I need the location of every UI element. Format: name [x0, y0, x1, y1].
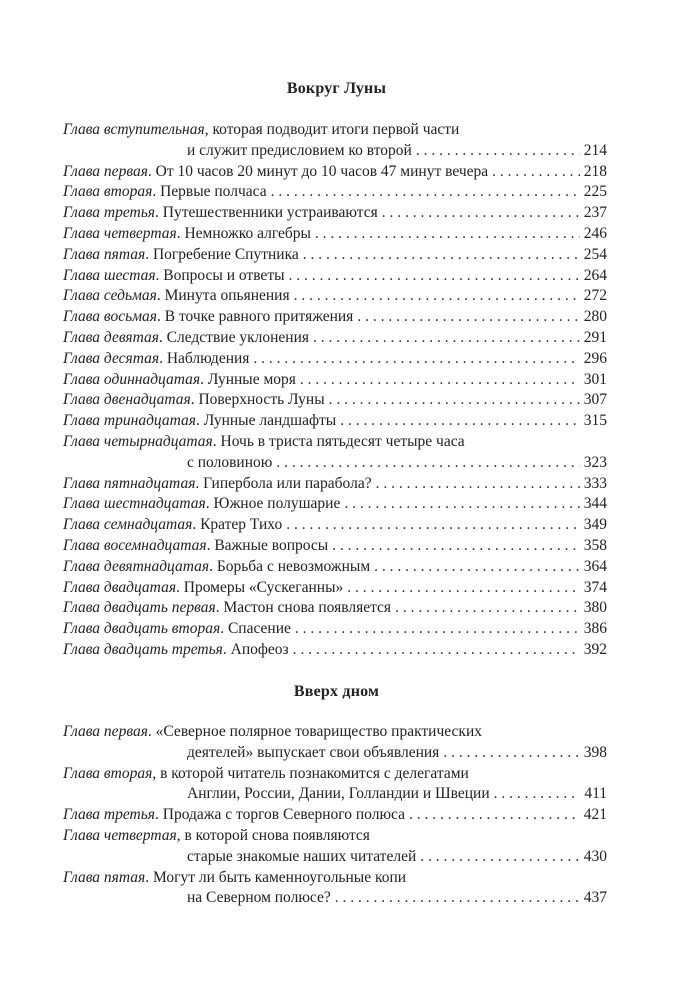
dot-leader: [294, 286, 580, 307]
chapter-title: . Южное полушарие: [205, 495, 341, 513]
page-number: 386: [583, 620, 607, 638]
chapter-label: Глава четвертая: [63, 826, 177, 844]
dot-leader: [374, 557, 580, 578]
chapter-label: Глава девятнадцатая: [63, 557, 210, 575]
page-number: 254: [583, 245, 607, 263]
toc-entry-line: [63, 432, 607, 453]
chapter-title: . Мастон снова появляется: [215, 599, 392, 617]
chapter-label: Глава первая: [63, 723, 148, 740]
dot-leader: [492, 162, 580, 183]
chapter-title: . Промеры «Сускеганны»: [176, 578, 344, 596]
chapter-label: Глава седьмая: [63, 287, 157, 305]
chapter-label: Глава двадцать вторая: [63, 620, 221, 638]
dot-leader: [395, 598, 580, 619]
toc-entry-text: [187, 141, 412, 162]
toc-entry-text: [187, 888, 331, 909]
page-number: 225: [583, 183, 607, 201]
toc-entry-line: [63, 390, 607, 411]
page-number: 237: [583, 204, 607, 222]
chapter-label: Глава девятая: [63, 328, 159, 346]
chapter-title: . Лунные ландшафты: [195, 412, 337, 430]
chapter-label: Глава четвертая: [63, 224, 177, 242]
page-number: 301: [583, 370, 607, 388]
dot-leader: [286, 515, 580, 536]
page-number: 430: [583, 847, 607, 865]
toc-entry-line: [63, 784, 607, 805]
chapter-label: Глава вторая: [63, 183, 153, 201]
toc-entry-line: [63, 805, 607, 826]
page-number: 392: [583, 640, 607, 658]
toc-entry-text: [63, 307, 353, 328]
toc-entry-line: [63, 494, 607, 515]
chapter-label: Глава двенадцатая: [63, 391, 191, 409]
toc-entry-text: [63, 536, 328, 557]
toc-entry-line: [63, 266, 607, 287]
toc-entry-text: [63, 619, 291, 640]
toc-entry-line: [63, 120, 607, 141]
page-number: 398: [583, 743, 607, 761]
chapter-title: . Путешественники устраиваются: [155, 204, 378, 222]
page-number: 272: [583, 287, 607, 305]
dot-leader: [303, 245, 580, 266]
toc-entry-text: [63, 722, 482, 743]
page-number: 437: [583, 889, 607, 907]
dot-leader: [357, 307, 579, 328]
page-number: 296: [583, 349, 607, 367]
chapter-label: Глава пятнадцатая: [63, 474, 196, 492]
toc-entry-line: [63, 847, 607, 868]
dot-leader: [443, 743, 579, 764]
chapter-title: . Гипербола или парабола?: [195, 474, 372, 492]
toc-entry-line: [63, 557, 607, 578]
dot-leader: [347, 578, 579, 599]
toc-entry-text: [63, 764, 469, 785]
chapter-label: Глава семнадцатая: [63, 516, 193, 534]
toc-entry-text: [63, 224, 311, 245]
page-number: 280: [583, 308, 607, 326]
dot-leader: [494, 784, 581, 805]
toc-entry-line: [63, 203, 607, 224]
dot-leader: [382, 203, 580, 224]
chapter-title: , которая подводит итоги первой части: [204, 121, 460, 138]
dot-leader: [295, 619, 580, 640]
chapter-title: . Следствие уклонения: [158, 328, 309, 346]
toc-entry-text: [63, 286, 290, 307]
chapter-title: на Северном полюсе?: [187, 889, 331, 907]
toc-entry-text: [63, 474, 372, 495]
toc-entry-line: [63, 826, 607, 847]
toc-entry-line: [63, 307, 607, 328]
toc-entry-line: [63, 536, 607, 557]
chapter-title: старые знакомые наших читателей: [187, 847, 417, 865]
page-number: 307: [583, 391, 607, 409]
chapter-title: и служит предисловием ко второй: [187, 141, 412, 159]
chapter-title: , в которой читатель познакомится с делегатами: [152, 764, 469, 782]
toc-entry-text: [63, 640, 289, 661]
toc-entry-text: [187, 784, 490, 805]
page-number: 349: [583, 516, 607, 534]
toc-entry-line: [63, 453, 607, 474]
toc-entry-text: [63, 432, 465, 453]
dot-leader: [409, 805, 580, 826]
dot-leader: [335, 888, 580, 909]
toc-entry-text: [63, 805, 405, 826]
dot-leader: [253, 349, 579, 370]
toc-entry-line: [63, 162, 607, 183]
dot-leader: [340, 411, 580, 432]
toc-entry-text: [63, 120, 459, 141]
chapter-title: . В точке равного притяжения: [157, 308, 354, 326]
chapter-label: Глава первая: [63, 162, 148, 180]
chapter-label: Глава пятая: [63, 868, 146, 886]
page-number: 411: [584, 785, 607, 803]
toc-entry-text: [63, 349, 249, 370]
toc-entry-text: [63, 245, 299, 266]
toc-entry-text: [63, 162, 488, 183]
chapter-title: . От 10 часов 20 минут до 10 часов 47 минут вечера: [147, 162, 489, 180]
chapter-label: Глава третья: [63, 806, 156, 824]
toc-entry-text: [63, 826, 370, 847]
chapter-title: . Апофеоз: [222, 640, 289, 658]
section-title: Вверх дном: [293, 683, 380, 700]
chapter-label: Глава одиннадцатая: [63, 370, 201, 388]
toc-entry-line: [63, 515, 607, 536]
chapter-title: . Ночь в триста пятьдесят четыре часа: [212, 432, 465, 450]
toc-list: [63, 120, 607, 661]
toc-entry-text: [63, 370, 296, 391]
toc-entry-text: [63, 598, 391, 619]
chapter-title: , в которой снова появляются: [176, 826, 370, 844]
toc-entry-line: [63, 598, 607, 619]
toc-entry-text: [63, 515, 282, 536]
dot-leader: [329, 390, 580, 411]
toc-entry-text: [63, 266, 285, 287]
chapter-title: . Минута опьянения: [156, 287, 290, 305]
toc-entry-line: [63, 474, 607, 495]
dot-leader: [344, 494, 579, 515]
page-number: 333: [583, 474, 607, 492]
chapter-title: . Лунные моря: [200, 370, 296, 388]
chapter-title: . Важные вопросы: [206, 536, 329, 554]
toc-entry-line: [63, 868, 607, 889]
page-number: 374: [583, 578, 607, 596]
toc-entry-text: [187, 453, 272, 474]
dot-leader: [300, 370, 580, 391]
page-number: 323: [583, 453, 607, 471]
chapter-title: с половиною: [187, 453, 273, 471]
chapter-label: Глава шестнадцатая: [63, 495, 206, 513]
toc-entry-text: [187, 743, 439, 764]
chapter-title: . Могут ли быть каменноугольные копи: [145, 868, 407, 886]
toc-entry-line: [63, 286, 607, 307]
dot-leader: [315, 224, 580, 245]
toc-entry-line: [63, 578, 607, 599]
chapter-label: Глава двадцать первая: [63, 599, 216, 617]
toc-entry-text: [63, 557, 370, 578]
chapter-label: Глава третья: [63, 204, 156, 222]
toc-list: [63, 722, 607, 909]
toc-entry-text: [63, 182, 267, 203]
dot-leader: [289, 266, 580, 287]
toc-entry-text: [63, 390, 325, 411]
dot-leader: [276, 453, 579, 474]
dot-leader: [313, 328, 580, 349]
toc-entry-line: [63, 640, 607, 661]
chapter-label: Глава вторая: [63, 764, 153, 782]
page-number: 246: [583, 224, 607, 242]
page-number: 421: [583, 806, 607, 824]
toc-entry-line: [63, 224, 607, 245]
chapter-title: . Продажа с торгов Северного полюса: [155, 806, 405, 824]
dot-leader: [271, 182, 580, 203]
dot-leader: [376, 474, 580, 495]
toc-entry-line: [63, 349, 607, 370]
toc-entry-line: [63, 245, 607, 266]
dot-leader: [420, 847, 580, 868]
toc-entry-line: [63, 411, 607, 432]
chapter-title: . Кратер Тихо: [192, 516, 283, 534]
chapter-label: Глава пятая: [63, 245, 146, 263]
toc-entry-line: [63, 722, 607, 743]
chapter-title: . «Северное полярное товарищество практических: [147, 723, 482, 740]
toc-entry-line: [63, 370, 607, 391]
page-number: 218: [583, 162, 607, 180]
toc-entry-line: [63, 888, 607, 909]
page-number: 344: [583, 495, 607, 513]
dot-leader: [332, 536, 580, 557]
dot-leader: [293, 640, 580, 661]
chapter-label: Глава шестая: [63, 266, 156, 284]
page-number: 364: [583, 557, 607, 575]
page-number: 264: [583, 266, 607, 284]
toc-entry-line: [63, 182, 607, 203]
toc-entry-text: [63, 411, 336, 432]
toc-entry-text: [63, 203, 378, 224]
toc-entry-line: [63, 141, 607, 162]
page-number: 291: [583, 328, 607, 346]
chapter-label: Глава двадцатая: [63, 578, 177, 596]
toc-entry-line: [63, 743, 607, 764]
chapter-title: . Спасение: [220, 620, 291, 638]
chapter-label: Глава двадцать третья: [63, 640, 223, 658]
chapter-label: Глава восемнадцатая: [63, 536, 207, 554]
toc-entry-text: [63, 328, 309, 349]
toc-entry-text: [63, 494, 340, 515]
chapter-label: Глава тринадцатая: [63, 412, 196, 430]
chapter-title: . Немножко алгебры: [176, 224, 311, 242]
chapter-label: Глава вступительная: [63, 121, 205, 138]
chapter-label: Глава десятая: [63, 349, 160, 367]
chapter-title: . Поверхность Луны: [190, 391, 325, 409]
chapter-title: . Первые полчаса: [152, 183, 267, 201]
toc-entry-line: [63, 328, 607, 349]
page-number: 214: [583, 141, 607, 159]
section-title: Вокруг Луны: [286, 80, 387, 97]
chapter-label: Глава четырнадцатая: [63, 432, 213, 450]
chapter-title: . Борьба с невозможным: [209, 557, 371, 575]
chapter-title: деятелей» выпускает свои объявления: [187, 743, 440, 761]
page-number: 315: [583, 412, 607, 430]
chapter-label: Глава восьмая: [63, 308, 157, 326]
chapter-title: Англии, России, Дании, Голландии и Швеции: [187, 785, 490, 803]
toc-entry-line: [63, 619, 607, 640]
toc-entry-text: [63, 578, 343, 599]
chapter-title: . Вопросы и ответы: [155, 266, 285, 284]
dot-leader: [416, 141, 580, 162]
toc-entry-line: [63, 764, 607, 785]
chapter-title: . Погребение Спутника: [145, 245, 299, 263]
chapter-title: . Наблюдения: [159, 349, 250, 367]
toc-entry-text: [187, 847, 416, 868]
toc-entry-text: [63, 868, 406, 889]
page-number: 358: [583, 536, 607, 554]
page-number: 380: [583, 599, 607, 617]
